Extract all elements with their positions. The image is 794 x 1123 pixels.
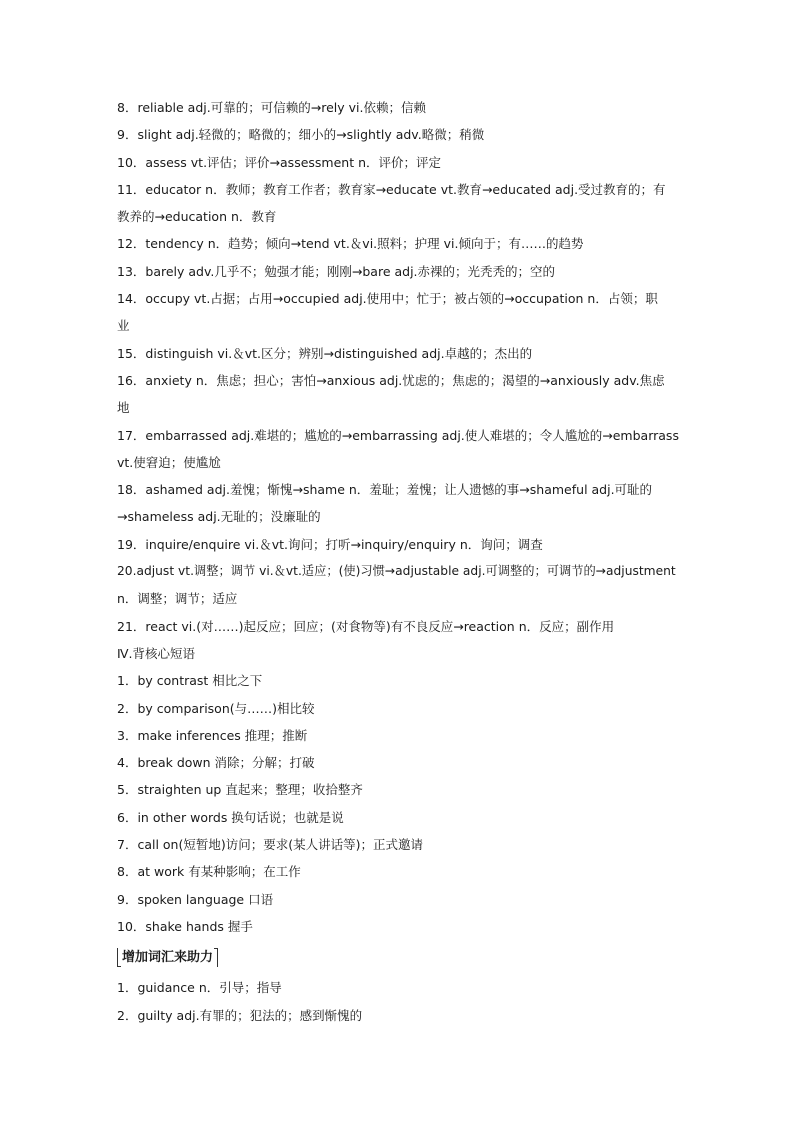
phrase-line: 3．make inferences 推理；推断: [117, 727, 308, 743]
phrase-line: 9．spoken language 口语: [117, 891, 274, 907]
word-line: 21．react vi.(对……)起反应；回应；(对食物等)有不良反应→reaction n．反应；副作用: [117, 618, 615, 634]
word-line: 9．slight adj.轻微的；略微的；细小的→slightly adv.略微；稍微: [117, 127, 485, 143]
word-line: 19．inquire/enquire vi.＆vt.询问；打听→inquiry/enquiry n．询问；调查: [117, 536, 543, 552]
phrases-section-title: Ⅳ.背核心短语: [117, 645, 196, 661]
phrase-line: 8．at work 有某种影响；在工作: [117, 864, 301, 880]
word-line: 地: [117, 400, 130, 416]
phrase-line: 4．break down 消除；分解；打破: [117, 755, 315, 771]
phrase-line: 7．call on(短暂地)访问；要求(某人讲话等)；正式邀请: [117, 837, 423, 853]
extra-vocab-title: 增加词汇来助力: [117, 948, 218, 967]
word-list: [117, 94, 682, 640]
word-line: 18．ashamed adj.羞愧；惭愧→shame n．羞耻；羞愧；让人遗憾的事→shameful adj.可耻的: [117, 482, 653, 498]
word-line: n．调整；调节；适应: [117, 591, 238, 607]
extra-list: [117, 974, 682, 1029]
word-line: vt.使窘迫；使尴尬: [117, 454, 221, 470]
word-line: 教养的→education n．教育: [117, 209, 277, 225]
word-line: 12．tendency n．趋势；倾向→tend vt.＆vi.照料；护理 vi.倾向于；有……的趋势: [117, 236, 584, 252]
word-line: 13．barely adv.几乎不；勉强才能；刚刚→bare adj.赤裸的；光秃秃的；空的: [117, 263, 556, 279]
phrase-list: [117, 667, 682, 940]
phrase-line: 2．by comparison(与……)相比较: [117, 700, 315, 716]
word-line: 16．anxiety n．焦虑；担心；害怕→anxious adj.忧虑的；焦虑的；渴望的→anxiously adv.焦虑: [117, 372, 665, 388]
extra-vocab-heading: [117, 940, 682, 974]
word-line: 11．educator n．教师；教育工作者；教育家→educate vt.教育→educated adj.受过教育的；有: [117, 181, 666, 197]
phrase-line: 1．by contrast 相比之下: [117, 673, 263, 689]
extra-line: 1．guidance n．引导；指导: [117, 980, 282, 996]
word-line: 20.adjust vt.调整；调节 vi.＆vt.适应；(使)习惯→adjustable adj.可调整的；可调节的→adjustment: [117, 564, 676, 579]
word-line: 8．reliable adj.可靠的；可信赖的→rely vi.依赖；信赖: [117, 100, 426, 115]
phrase-line: 10．shake hands 握手: [117, 918, 253, 934]
word-line: →shameless adj.无耻的；没廉耻的: [117, 509, 321, 525]
extra-line: 2．guilty adj.有罪的；犯法的；感到惭愧的: [117, 1007, 363, 1023]
phrase-line: 5．straighten up 直起来；整理；收拾整齐: [117, 782, 363, 798]
phrase-line: 6．in other words 换句话说；也就是说: [117, 809, 344, 825]
word-line: 15．distinguish vi.＆vt.区分；辨别→distinguished adj.卓越的；杰出的: [117, 345, 533, 361]
document-page: [117, 94, 682, 1029]
word-line: 17．embarrassed adj.难堪的；尴尬的→embarrassing adj.使人难堪的；令人尴尬的→embarrass: [117, 427, 679, 443]
word-line: 业: [117, 318, 130, 334]
word-line: 10．assess vt.评估；评价→assessment n．评价；评定: [117, 154, 442, 170]
word-line: 14．occupy vt.占据；占用→occupied adj.使用中；忙于；被占领的→occupation n．占领；职: [117, 291, 658, 307]
